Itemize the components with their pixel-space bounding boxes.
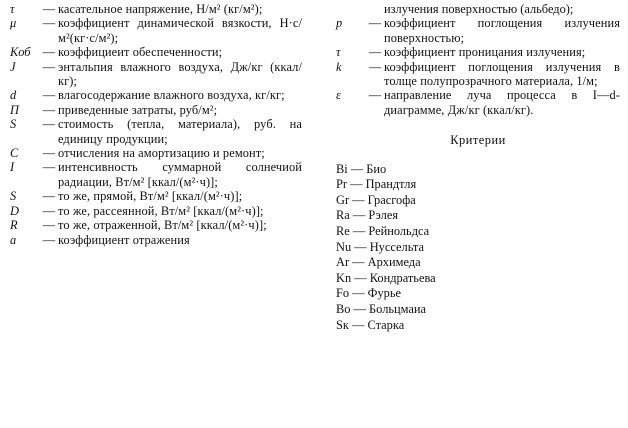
criterion-text: Kn — Кондратьева: [336, 270, 436, 285]
dash: —: [42, 232, 56, 247]
criterion-text: Gr — Грасгофа: [336, 192, 416, 207]
criterion-text: Bi — Био: [336, 161, 387, 176]
symbol: τ: [336, 45, 341, 60]
definition: то же, отраженной, Вт/м² [ккал/(м²·ч)];: [58, 218, 267, 233]
criterion-text: Ra — Рэлея: [336, 208, 399, 223]
symbol-entry: [10, 233, 302, 247]
symbol: μ: [10, 16, 17, 31]
definition: отчисления на амортизацию и ремонт;: [58, 146, 265, 161]
definition: то же, рассеянной, Вт/м² [ккал/(м²·ч)];: [58, 203, 264, 218]
dash: —: [42, 2, 56, 16]
dash: —: [42, 88, 56, 103]
symbol: S: [10, 117, 17, 132]
definition: приведенные затраты, руб/м²;: [58, 102, 218, 117]
criterion: [336, 177, 620, 193]
dash: —: [42, 203, 56, 218]
symbol: D: [10, 203, 19, 218]
symbol-entry: [10, 146, 302, 160]
criteria-heading: Критерии: [450, 133, 506, 148]
symbol: Kоб: [10, 45, 31, 60]
definition: стоимость (тепла, материала), руб. на единицу продукции;: [58, 117, 302, 146]
definition: коэффициент поглощения излучения в толще полупрозрачного материала, 1/м;: [384, 59, 620, 89]
criterion-text: Nu — Нуссельта: [336, 239, 424, 254]
definition: направление луча процесса в I—d-диаграмме, Дж/кг (ккал/кг).: [384, 88, 620, 117]
definition: коэффициент отражения: [58, 232, 190, 247]
symbol-entry: [10, 189, 302, 203]
symbol-entry: [10, 160, 302, 189]
criterion: [336, 286, 620, 302]
dash: —: [368, 88, 382, 103]
symbol-entry: [10, 218, 302, 232]
criterion-text: Sк — Старка: [336, 317, 405, 332]
symbol-entry: [10, 204, 302, 218]
symbol: τ: [10, 2, 15, 16]
symbol: ε: [336, 88, 341, 103]
symbol: d: [10, 88, 17, 103]
symbol: S: [10, 189, 17, 204]
criterion: [336, 240, 620, 256]
definition: касательное напряжение, Н/м² (кг/м²);: [58, 2, 263, 16]
dash: —: [368, 45, 382, 60]
symbol-entry: [10, 2, 302, 16]
criterion: [336, 162, 620, 178]
definition-continuation: излучения поверхностью (альбедо);: [384, 2, 574, 16]
symbol: C: [10, 146, 19, 161]
dash: —: [42, 16, 56, 31]
criterion: [336, 255, 620, 271]
criterion-text: Pr — Прандтля: [336, 177, 417, 192]
symbol-entry: [10, 103, 302, 117]
definition: то же, прямой, Вт/м² [ккал/(м²·ч)];: [58, 189, 243, 204]
criterion: [336, 302, 620, 318]
dash: —: [42, 189, 56, 204]
definition: коэффициент динамической вязкости, Н·с/м²(кг·с/м²);: [58, 16, 302, 45]
criterion: [336, 318, 620, 334]
dash: —: [42, 117, 56, 132]
criterion: [336, 193, 620, 209]
symbol: k: [336, 59, 342, 74]
definition: энтальпия влажного воздуха, Дж/кг (ккал/кг);: [58, 59, 302, 89]
symbol: П: [10, 102, 19, 117]
dash: —: [42, 45, 56, 60]
symbol-entry: [10, 45, 302, 59]
definition: интенсивность суммарной солнечиой радиации, Вт/м² [ккал/(м²·ч)];: [58, 160, 302, 189]
dash: —: [42, 160, 56, 175]
left-column: [10, 2, 302, 247]
criterion-text: Fo — Фурье: [336, 286, 402, 301]
symbol-entry: [336, 60, 620, 89]
criterion: [336, 271, 620, 287]
criterion-text: Bo — Больцмаиа: [336, 302, 427, 316]
definition: коэффициеит обеспеченности;: [58, 45, 223, 60]
symbol-entry: [336, 45, 620, 59]
symbol: J: [10, 59, 16, 74]
criterion-text: Re — Рейнольдса: [336, 224, 430, 239]
symbol: I: [10, 160, 15, 175]
symbol-entry: [10, 117, 302, 146]
right-column: [336, 2, 620, 333]
criterion: [336, 208, 620, 224]
criterion: [336, 224, 620, 240]
symbol-entry: [10, 88, 302, 102]
dash: —: [42, 218, 56, 233]
symbol-entry: [336, 16, 620, 45]
dash: —: [42, 59, 56, 74]
dash: —: [368, 16, 382, 31]
symbol: p: [336, 16, 343, 31]
definition: коэффициент проницания излучения;: [384, 45, 586, 60]
symbol-entry: [10, 16, 302, 45]
symbol-entry: [10, 60, 302, 89]
symbol-entry: [336, 88, 620, 117]
dash: —: [368, 59, 382, 74]
symbol: a: [10, 232, 17, 247]
dash: —: [42, 102, 56, 117]
symbol: R: [10, 218, 18, 233]
definition: влагосодержание влажного воздуха, кг/кг;: [58, 88, 285, 103]
definition: коэффициент поглощения излучения поверхностью;: [384, 16, 620, 45]
criterion-text: Ar — Архимеда: [336, 255, 421, 270]
dash: —: [42, 146, 56, 161]
